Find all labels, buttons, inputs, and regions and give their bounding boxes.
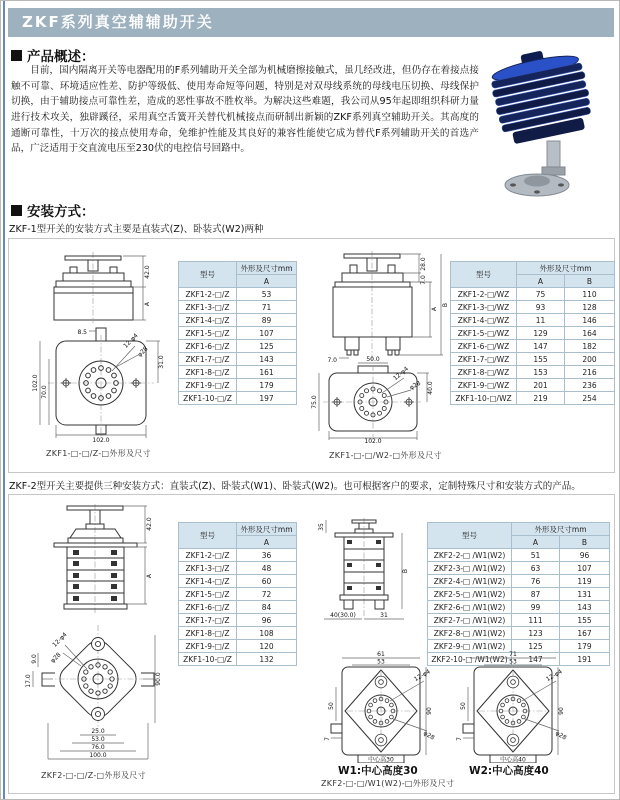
cell-a: 72 — [237, 588, 297, 601]
cell-a: 125 — [237, 340, 297, 353]
col-b: B — [565, 275, 615, 288]
cell-a: 155 — [517, 353, 565, 366]
table-row — [179, 379, 297, 392]
table-row — [451, 288, 615, 301]
overview-section-heading — [11, 45, 95, 65]
dim-label: A — [146, 573, 153, 579]
dim-label: 7.0 — [327, 357, 337, 364]
dim-label: 90 — [426, 707, 433, 715]
dim-label: 53 — [377, 658, 385, 666]
cell-model: ZKF1-7-□/WZ — [451, 353, 517, 366]
dim-label: B — [402, 568, 409, 574]
col-model: 型号 — [451, 262, 517, 288]
cell-model: ZKF2-7-□ /W1(W2) — [428, 614, 512, 627]
dim-label: 31 — [380, 612, 388, 619]
zkf2-z-drawing — [23, 503, 173, 763]
dim-label: 42.0 — [144, 265, 151, 279]
dim-label: 50 — [460, 702, 467, 710]
cell-model: ZKF1-8-□/Z — [179, 627, 237, 640]
zkf1-z-drawing — [26, 249, 176, 444]
col-a: A — [517, 275, 565, 288]
section-bullet-icon — [11, 205, 22, 216]
dim-label: 12-φ4 — [51, 631, 69, 649]
zkf2-note: ZKF-2型开关主要提供三种安装方式：直装式(Z)、卧装式(W1)、卧装式(W2)。也可根据客户的要求，定制特殊尺寸和安装方式的产品。 — [9, 481, 581, 492]
overview-heading-text: 产品概述： — [27, 49, 95, 65]
dim-label: 9.0 — [31, 654, 38, 664]
table-row — [451, 301, 615, 314]
cell-model: ZKF1-10-□/Z — [179, 392, 237, 405]
dim-label: 12-φ4 — [392, 365, 411, 383]
cell-model: ZKF1-4-□/Z — [179, 575, 237, 588]
cell-a: 60 — [237, 575, 297, 588]
table-row — [179, 549, 297, 562]
cell-b: 167 — [560, 627, 610, 640]
table-row — [179, 614, 297, 627]
col-dims: 外形及尺寸mm — [237, 262, 297, 275]
cell-a: 143 — [237, 353, 297, 366]
dim-label: 17.0 — [25, 674, 32, 688]
install-heading-text: 安装方式： — [27, 204, 95, 220]
front-view — [463, 667, 559, 763]
dim-label: A — [144, 301, 151, 307]
dim-label: 100.0 — [89, 752, 107, 759]
dim-label: 12-φ4 — [544, 668, 564, 684]
cell-a: 75 — [517, 288, 565, 301]
dim-label: 76.0 — [91, 744, 105, 751]
cell-model: ZKF1-6-□/WZ — [451, 340, 517, 353]
cell-a: 108 — [237, 627, 297, 640]
cell-a: 123 — [512, 627, 560, 640]
cell-model: ZKF2-8-□ /W1(W2) — [428, 627, 512, 640]
cell-model: ZKF1-3-□/Z — [179, 562, 237, 575]
dim-label: φ28 — [136, 345, 150, 359]
table-row — [179, 301, 297, 314]
col-dims: 外形及尺寸mm — [512, 523, 610, 536]
dim-label: φ28 — [408, 379, 423, 392]
overview-paragraph: 目前，国内隔离开关等电器配用的F系列辅助开关全部为机械磨擦接触式，虽几经改进，但仍存在着接点接触不可靠、环境适应性差、防护等级低、使用寿命短等问题，特别是对双母线系统的母线电压切换、母线保护切换，由于辅助接点可靠性差，造成的恶性事故不胜枚举。为解决这些难题，我公司从95年起即组织科研力量进行技术攻关，独辟蹊径，采用真空舌簧开关替代机械接点而研制出新颖的ZKF系列真空辅助开关。其高度的通断可靠性，十万次的接点使用寿命，免维护性能及其良好的兼容性能使它成为替代F系列辅助开关的首选产品，广泛适用于交直流电压至230伏的电控信号回路中。 — [11, 65, 479, 155]
w1-height-label: W1:中心高度30 — [338, 765, 418, 777]
col-model: 型号 — [179, 262, 237, 288]
zkf2-w2-drawing — [456, 651, 568, 763]
cell-a: 219 — [517, 392, 565, 405]
zkf1-note: ZKF-1型开关的安装方式主要是直装式(Z)、卧装式(W2)两种 — [9, 224, 264, 235]
cell-b: 236 — [565, 379, 615, 392]
cell-model: ZKF2-6-□ /W1(W2) — [428, 601, 512, 614]
cell-a: 71 — [237, 301, 297, 314]
table-row — [428, 575, 610, 588]
dim-label: 25.0 — [91, 728, 105, 735]
table-row — [428, 627, 610, 640]
dim-label: 90.0 — [155, 672, 162, 686]
table-row — [179, 392, 297, 405]
front-view — [311, 356, 434, 444]
cell-model: ZKF1-8-□/WZ — [451, 366, 517, 379]
table-row — [179, 327, 297, 340]
table-row — [179, 314, 297, 327]
cell-b: 200 — [565, 353, 615, 366]
cell-b: 131 — [560, 588, 610, 601]
cell-b: 107 — [560, 562, 610, 575]
cell-model: ZKF1-7-□/Z — [179, 614, 237, 627]
cell-a: 147 — [512, 653, 560, 666]
cell-b: 164 — [565, 327, 615, 340]
zkf2-w-side-drawing — [314, 517, 414, 657]
table-row — [451, 366, 615, 379]
col-a: A — [512, 536, 560, 549]
col-dims: 外形及尺寸mm — [237, 523, 297, 536]
cell-b: 191 — [560, 653, 610, 666]
dim-label: 42.0 — [146, 517, 153, 531]
cell-model: ZKF1-2-□/Z — [179, 288, 237, 301]
dim-label: 61 — [377, 651, 385, 658]
photo-fin-stack — [486, 49, 596, 146]
cell-a: 161 — [237, 366, 297, 379]
table-row — [179, 640, 297, 653]
cell-a: 51 — [512, 549, 560, 562]
dim-label: 7 — [324, 737, 331, 741]
table-row — [451, 353, 615, 366]
dim-label: φ28 — [49, 651, 63, 665]
cell-b: 155 — [560, 614, 610, 627]
cell-model: ZKF2-10-□ /W1(W2) — [428, 653, 512, 666]
col-dims: 外形及尺寸mm — [517, 262, 615, 275]
dim-label: 8.5 — [77, 329, 87, 336]
cell-b: 216 — [565, 366, 615, 379]
cell-a: 201 — [517, 379, 565, 392]
dim-label: 40.0 — [427, 381, 434, 395]
table-row — [179, 340, 297, 353]
table-row — [179, 627, 297, 640]
cell-a: 36 — [237, 549, 297, 562]
install-section-heading — [11, 200, 95, 220]
page-title: ZKF系列真空辅辅助开关 — [22, 13, 214, 31]
cell-a: 53 — [237, 288, 297, 301]
cell-a: 132 — [237, 653, 297, 666]
front-view — [331, 667, 427, 763]
dim-label: 70.0 — [41, 385, 48, 399]
table-row — [179, 588, 297, 601]
zkf1-wz-table — [450, 261, 615, 405]
cell-a: 76 — [512, 575, 560, 588]
dim-label: 31.0 — [158, 355, 165, 369]
col-b: B — [560, 536, 610, 549]
center-height-band: 中心高30 — [368, 756, 394, 763]
center-height-band: 中心高40 — [500, 756, 526, 763]
cell-model: ZKF1-3-□/Z — [179, 301, 237, 314]
dim-label: 40(30.0) — [330, 612, 356, 619]
cell-a: 129 — [517, 327, 565, 340]
dim-label: 12-φ4 — [122, 332, 140, 350]
zkf2-w-caption: ZKF2-□-□/W1(W2)-□外形及尺寸 — [321, 779, 455, 788]
zkf1-z-caption: ZKF1-□-□/Z-□外形及尺寸 — [46, 449, 151, 458]
cell-b: 110 — [565, 288, 615, 301]
cell-b: 182 — [565, 340, 615, 353]
cell-model: ZKF1-2-□/Z — [179, 549, 237, 562]
cell-model: ZKF1-7-□/Z — [179, 353, 237, 366]
cell-model: ZKF1-4-□/WZ — [451, 314, 517, 327]
cell-model: ZKF1-2-□/WZ — [451, 288, 517, 301]
cell-model: ZKF2-5-□ /W1(W2) — [428, 588, 512, 601]
table-row — [428, 549, 610, 562]
page-title-bar — [8, 8, 614, 37]
cell-b: 143 — [560, 601, 610, 614]
table-row — [179, 601, 297, 614]
table-row — [179, 562, 297, 575]
zkf2-w-table — [427, 522, 610, 666]
cell-a: 84 — [237, 601, 297, 614]
col-model: 型号 — [179, 523, 237, 549]
cell-model: ZKF2-2-□ /W1(W2) — [428, 549, 512, 562]
cell-a: 197 — [237, 392, 297, 405]
cell-b: 96 — [560, 549, 610, 562]
cell-model: ZKF2-3-□ /W1(W2) — [428, 562, 512, 575]
cell-model: ZKF1-10-□/Z — [179, 653, 237, 666]
cell-b: 128 — [565, 301, 615, 314]
side-view — [327, 251, 449, 364]
dim-label: B — [442, 302, 449, 308]
cell-model: ZKF1-4-□/Z — [179, 314, 237, 327]
cell-model: ZKF1-3-□/WZ — [451, 301, 517, 314]
dim-label: 53.0 — [91, 736, 105, 743]
cell-b: 146 — [565, 314, 615, 327]
cell-a: 111 — [512, 614, 560, 627]
cell-a: 11 — [517, 314, 565, 327]
side-view — [54, 252, 151, 323]
col-model: 型号 — [428, 523, 512, 549]
table-row — [179, 353, 297, 366]
section-bullet-icon — [11, 50, 22, 61]
cell-model: ZKF1-6-□/Z — [179, 340, 237, 353]
dim-label: 50.0 — [366, 356, 380, 363]
cell-model: ZKF1-8-□/Z — [179, 366, 237, 379]
cell-a: 107 — [237, 327, 297, 340]
cell-a: 87 — [512, 588, 560, 601]
w2-height-label: W2:中心高度40 — [469, 765, 549, 777]
side-view — [54, 504, 153, 613]
dim-label: 71 — [509, 651, 517, 658]
table-row — [451, 314, 615, 327]
cell-model: ZKF1-9-□/Z — [179, 379, 237, 392]
dim-label: 90 — [558, 707, 565, 715]
table-row — [428, 588, 610, 601]
table-row — [428, 614, 610, 627]
zkf2-w1-drawing — [324, 651, 436, 763]
front-view — [32, 328, 165, 444]
dim-label: 7.0 — [420, 275, 427, 285]
dim-label: φ28 — [553, 729, 568, 742]
cell-a: 89 — [237, 314, 297, 327]
cell-a: 125 — [512, 640, 560, 653]
cell-model: ZKF2-4-□ /W1(W2) — [428, 575, 512, 588]
table-row — [451, 379, 615, 392]
dim-label: 7 — [456, 737, 463, 741]
front-view — [25, 625, 162, 759]
col-a: A — [237, 275, 297, 288]
dim-label: A — [431, 306, 438, 312]
cell-a: 99 — [512, 601, 560, 614]
dim-label: 102.0 — [364, 438, 382, 444]
table-row — [451, 392, 615, 405]
cell-a: 63 — [512, 562, 560, 575]
cell-b: 179 — [560, 640, 610, 653]
table-row — [428, 601, 610, 614]
cell-model: ZKF1-5-□/Z — [179, 327, 237, 340]
cell-b: 119 — [560, 575, 610, 588]
cell-model: ZKF1-9-□/Z — [179, 640, 237, 653]
table-row — [179, 288, 297, 301]
table-row — [428, 562, 610, 575]
dim-label: 102.0 — [32, 374, 39, 392]
table-row — [179, 653, 297, 666]
cell-b: 254 — [565, 392, 615, 405]
cell-model: ZKF1-9-□/WZ — [451, 379, 517, 392]
cell-model: ZKF1-6-□/Z — [179, 601, 237, 614]
zkf1-w2-caption: ZKF1-□-□/W2-□外形及尺寸 — [329, 451, 442, 460]
dim-label: 50 — [328, 702, 335, 710]
cell-model: ZKF2-9-□ /W1(W2) — [428, 640, 512, 653]
table-row — [179, 366, 297, 379]
dim-label: 35 — [318, 523, 325, 531]
cell-a: 179 — [237, 379, 297, 392]
cell-model: ZKF1-5-□/Z — [179, 588, 237, 601]
zkf1-w2-drawing — [299, 249, 449, 444]
cell-a: 153 — [517, 366, 565, 379]
cell-a: 147 — [517, 340, 565, 353]
dim-label: φ28 — [421, 729, 436, 742]
dim-label: 53 — [509, 658, 517, 666]
dim-label: 12-φ4 — [412, 668, 432, 684]
product-photo — [473, 49, 618, 204]
cell-model: ZKF1-5-□/WZ — [451, 327, 517, 340]
cell-a: 48 — [237, 562, 297, 575]
dim-label: 28.0 — [420, 257, 427, 271]
table-row — [179, 575, 297, 588]
cell-a: 93 — [517, 301, 565, 314]
table-row — [451, 340, 615, 353]
photo-shaft-flange — [505, 141, 569, 196]
col-a: A — [237, 536, 297, 549]
table-row — [451, 327, 615, 340]
zkf2-z-caption: ZKF2-□-□/Z-□外形及尺寸 — [41, 771, 146, 780]
cell-a: 96 — [237, 614, 297, 627]
dim-label: 75.0 — [311, 395, 318, 409]
cell-model: ZKF1-10-□/WZ — [451, 392, 517, 405]
cell-a: 120 — [237, 640, 297, 653]
zkf2-z-table — [178, 522, 297, 666]
dim-label: 102.0 — [92, 437, 110, 444]
page-edge-line — [3, 1, 5, 799]
zkf1-z-table — [178, 261, 297, 405]
